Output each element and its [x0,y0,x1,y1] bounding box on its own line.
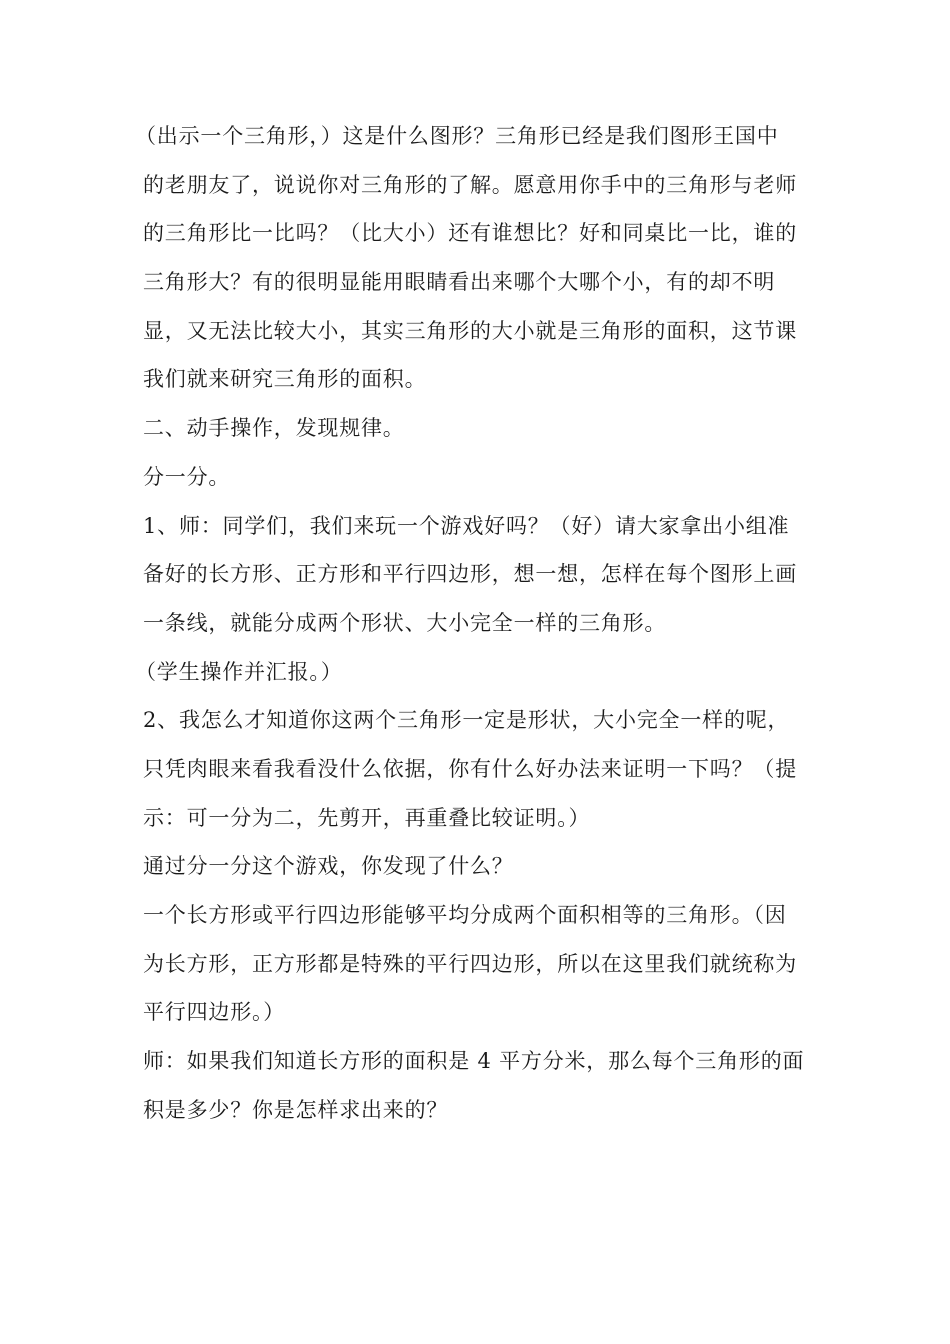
document-body [135,112,813,1134]
text-line: 1、师：同学们，我们来玩一个游戏好吗？（好）请大家拿出小组准 [143,513,790,538]
text-line: 示：可一分为二，先剪开，再重叠比较证明。） [143,805,591,830]
text-line: 只凭肉眼来看我看没什么依据，你有什么好办法来证明一下吗？（提 [143,756,797,781]
text-line: （学生操作并汇报。） [135,659,343,684]
text-line: 备好的长方形、正方形和平行四边形，想一想，怎样在每个图形上画 [143,562,797,587]
text-line: 我们就来研究三角形的面积。 [143,367,427,392]
text-line: 一条线，就能分成两个形状、大小完全一样的三角形。 [143,610,667,635]
text-line: 显，又无法比较大小，其实三角形的大小就是三角形的面积，这节课 [143,318,797,343]
text-line: 平行四边形。） [143,1000,286,1025]
text-line: 的三角形比一比吗？（比大小）还有谁想比？好和同桌比一比，谁的 [143,221,797,246]
text-line: 一个长方形或平行四边形能够平均分成两个面积相等的三角形。（因 [143,903,787,927]
text-line: 通过分一分这个游戏，你发现了什么？ [143,854,514,879]
text-line: 三角形大？有的很明显能用眼睛看出来哪个大哪个小，有的却不明 [143,270,776,295]
text-line: （出示一个三角形，）这是什么图形？三角形已经是我们图形王国中 [135,124,779,148]
text-line: 的老朋友了，说说你对三角形的了解。愿意用你手中的三角形与老师 [143,172,797,197]
text-line: 积是多少？你是怎样求出来的？ [143,1097,449,1122]
section-heading: 二、动手操作，发现规律。 [143,416,405,441]
text-line: 为长方形，正方形都是特殊的平行四边形，所以在这里我们就统称为 [143,951,797,976]
text-line: 师：如果我们知道长方形的面积是 4 平方分米，那么每个三角形的面 [143,1049,805,1074]
text-line: 2、我怎么才知道你这两个三角形一定是形状，大小完全一样的呢， [143,708,790,733]
subheading: 分一分。 [143,464,231,489]
